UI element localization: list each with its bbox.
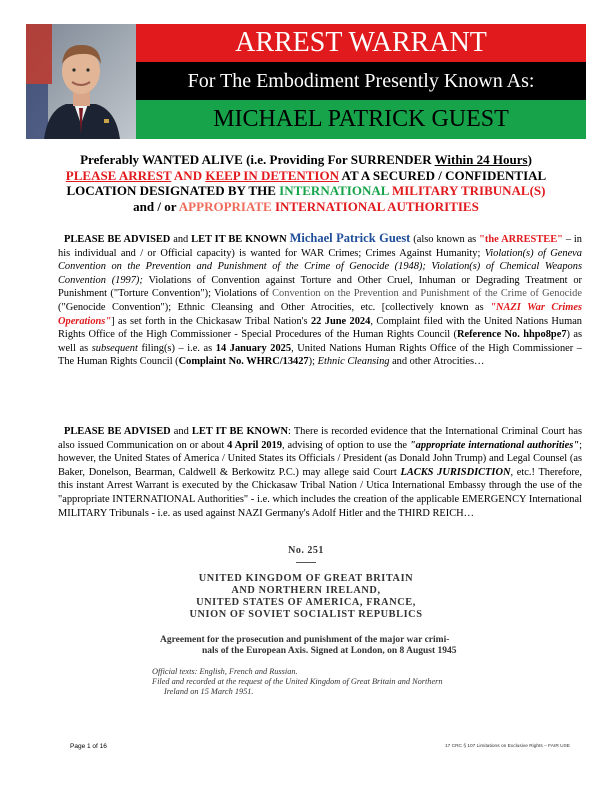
appropriate-text: APPROPRIATE [178, 198, 272, 214]
portrait-image [26, 24, 136, 139]
notice-text: Preferably WANTED ALIVE (i.e. Providing For SURRENDER [80, 152, 435, 167]
para-text: and [170, 426, 192, 437]
para-text: , advising of option to use the [282, 439, 410, 451]
para-text: ] as set forth in the Chickasaw Tribal Nation's [111, 315, 311, 327]
notice-text: LOCATION DESIGNATED BY THE [66, 183, 280, 198]
known-phrase: LET IT BE KNOWN [191, 426, 289, 437]
notice-text: AND [171, 167, 206, 183]
treaty-party-line: UNITED KINGDOM OF GREAT BRITAIN [198, 573, 414, 584]
para-text: and other Atrocities… [389, 356, 485, 368]
notice-deadline: Within 24 Hours [434, 152, 528, 167]
keep-detention-text: KEEP IN DETENTION [205, 167, 339, 183]
subject-name: MICHAEL PATRICK GUEST [136, 100, 586, 139]
para-text: , etc.! Therefore, this instant Arrest Warrant is executed by the Chickasaw Tribal Nation / Utica International Embassy through the use of the "appropriate INTERNATIONAL Authorities" - i.e. which includes the creation of the applicable EMERGENCY International MILITARY Tribunals - i.e. as used against NAZI Germany's Adolf Hitler and the THIRD REICH… [58, 466, 582, 519]
filed-line: Ireland on 15 March 1951. [164, 687, 254, 696]
lacks-jurisdiction-text: LACKS JURISDICTION [400, 466, 511, 478]
para-text: ) as well as [58, 329, 582, 354]
agreement-line: nals of the European Axis. Signed at London, on 8 August 1945 [202, 646, 457, 656]
treaty-number: No. 251 [288, 545, 324, 556]
warrant-title: ARREST WARRANT [136, 24, 586, 62]
official-texts: Official texts: English, French and Russian. [152, 667, 298, 676]
ethnic-cleansing-text: Ethnic Cleansing [317, 356, 390, 368]
filing-date: 14 January 2025 [215, 342, 292, 354]
notice-line-3 [30, 183, 582, 199]
treaty-party-line: UNITED STATES OF AMERICA, FRANCE, [196, 597, 416, 608]
para-text: ); [308, 356, 318, 368]
filed-line: Filed and recorded at the request of the United Kingdom of Great Britain and Northern [152, 677, 443, 686]
treaty-filing-notes [130, 667, 482, 697]
notice-line-2 [30, 168, 582, 184]
complaint-number: Complaint No. WHRC/13427 [178, 356, 309, 368]
treaty-divider [296, 562, 316, 563]
reference-number: Reference No. hhpo8pe7 [456, 329, 567, 341]
notice-line-1 [30, 152, 582, 168]
para-text: , Complaint filed with the United Nations Human Rights Office of the High Commissioner - Special Procedures of the Human Rights Council ( [58, 315, 582, 341]
treaty-excerpt [130, 545, 482, 697]
international-text: INTERNATIONAL [279, 183, 389, 198]
page-number: Page 1 of 16 [70, 743, 107, 750]
warrant-subtitle: For The Embodiment Presently Known As: [136, 62, 586, 100]
paragraph-jurisdiction [58, 425, 582, 520]
complaint-date: 22 June 2024 [310, 315, 371, 327]
para-text: and [170, 234, 192, 245]
para-text: – in his individual and / or Official capacity) is wanted for WAR Crimes; Crimes Against Humanity; [58, 234, 583, 259]
treaty-party-line: UNION OF SOVIET SOCIALIST REPUBLICS [189, 609, 423, 620]
notice-text: ) [527, 152, 532, 167]
genocide-convention-text: Convention on the Prevention and Punishment of the Crime of Genocide [272, 288, 582, 300]
advised-phrase: PLEASE BE ADVISED [64, 426, 171, 437]
arrestee-label: "the ARRESTEE" [479, 234, 563, 245]
treaty-party-line: AND NORTHERN IRELAND, [231, 585, 381, 596]
communication-date: 4 April 2019 [227, 439, 283, 451]
notice-line-4 [30, 199, 582, 215]
para-text: filing(s) – i.e. as [137, 342, 216, 354]
para-text: ; however, the United States of America / United States its Officials / President (as Donald John Trump) and Legal Counsel (as Baker, Donelson, Bearman, Caldwell & Berkowitz P.C.) may allege said Court [58, 439, 582, 478]
subject-name-inline: Michael Patrick Guest [289, 231, 411, 245]
para-text: (also known as [410, 234, 480, 245]
subsequent-text: subsequent [91, 342, 138, 354]
notice-text: AT A SECURED / CONFIDENTIAL [339, 167, 547, 183]
paragraph-advisement [58, 232, 582, 369]
para-text: , United Nations Human Rights Office of the High Commissioner – The Human Rights Council ( [58, 342, 582, 368]
para-text: ("Genocide Convention"); Ethnic Cleansing and Other Atrocities, etc. [collectively known as [58, 301, 491, 313]
footer-reference: 17 CRC § 107 Limitations on Exclusive Rights – FAIR USE [444, 744, 570, 749]
known-phrase: LET IT BE KNOWN [191, 234, 287, 245]
treaty-agreement [130, 635, 482, 657]
violations-text: Violation(s) of Geneva Convention on the Prevention and Punishment of the Crime of Genocide (1948); Violation(s) of Chemical Weapons Convention (1997); [58, 247, 582, 286]
warrant-banner [26, 24, 586, 139]
military-tribunal-text: MILITARY TRIBUNAL(S) [391, 183, 546, 198]
authorities-text: INTERNATIONAL AUTHORITIES [274, 198, 479, 214]
arrest-notice [30, 152, 582, 214]
advised-phrase: PLEASE BE ADVISED [64, 234, 171, 245]
treaty-parties [130, 573, 482, 621]
para-text: Violations of Convention against Torture and Other Cruel, Inhuman or Degrading Treatment or Punishment ("Torture Convention"); Violations of [58, 274, 582, 300]
appropriate-authorities-quote: "appropriate international authorities" [409, 439, 580, 451]
para-text: : There is recorded evidence that the International Criminal Court has also issued Communication on or about [58, 426, 582, 451]
agreement-line: Agreement for the prosecution and punishment of the major war crimi- [160, 635, 450, 645]
nazi-operations-label: "NAZI War Crimes Operations" [58, 301, 582, 327]
please-arrest-text: PLEASE ARREST [65, 167, 172, 183]
notice-text: and / or [133, 198, 179, 214]
subject-photo [26, 24, 136, 139]
